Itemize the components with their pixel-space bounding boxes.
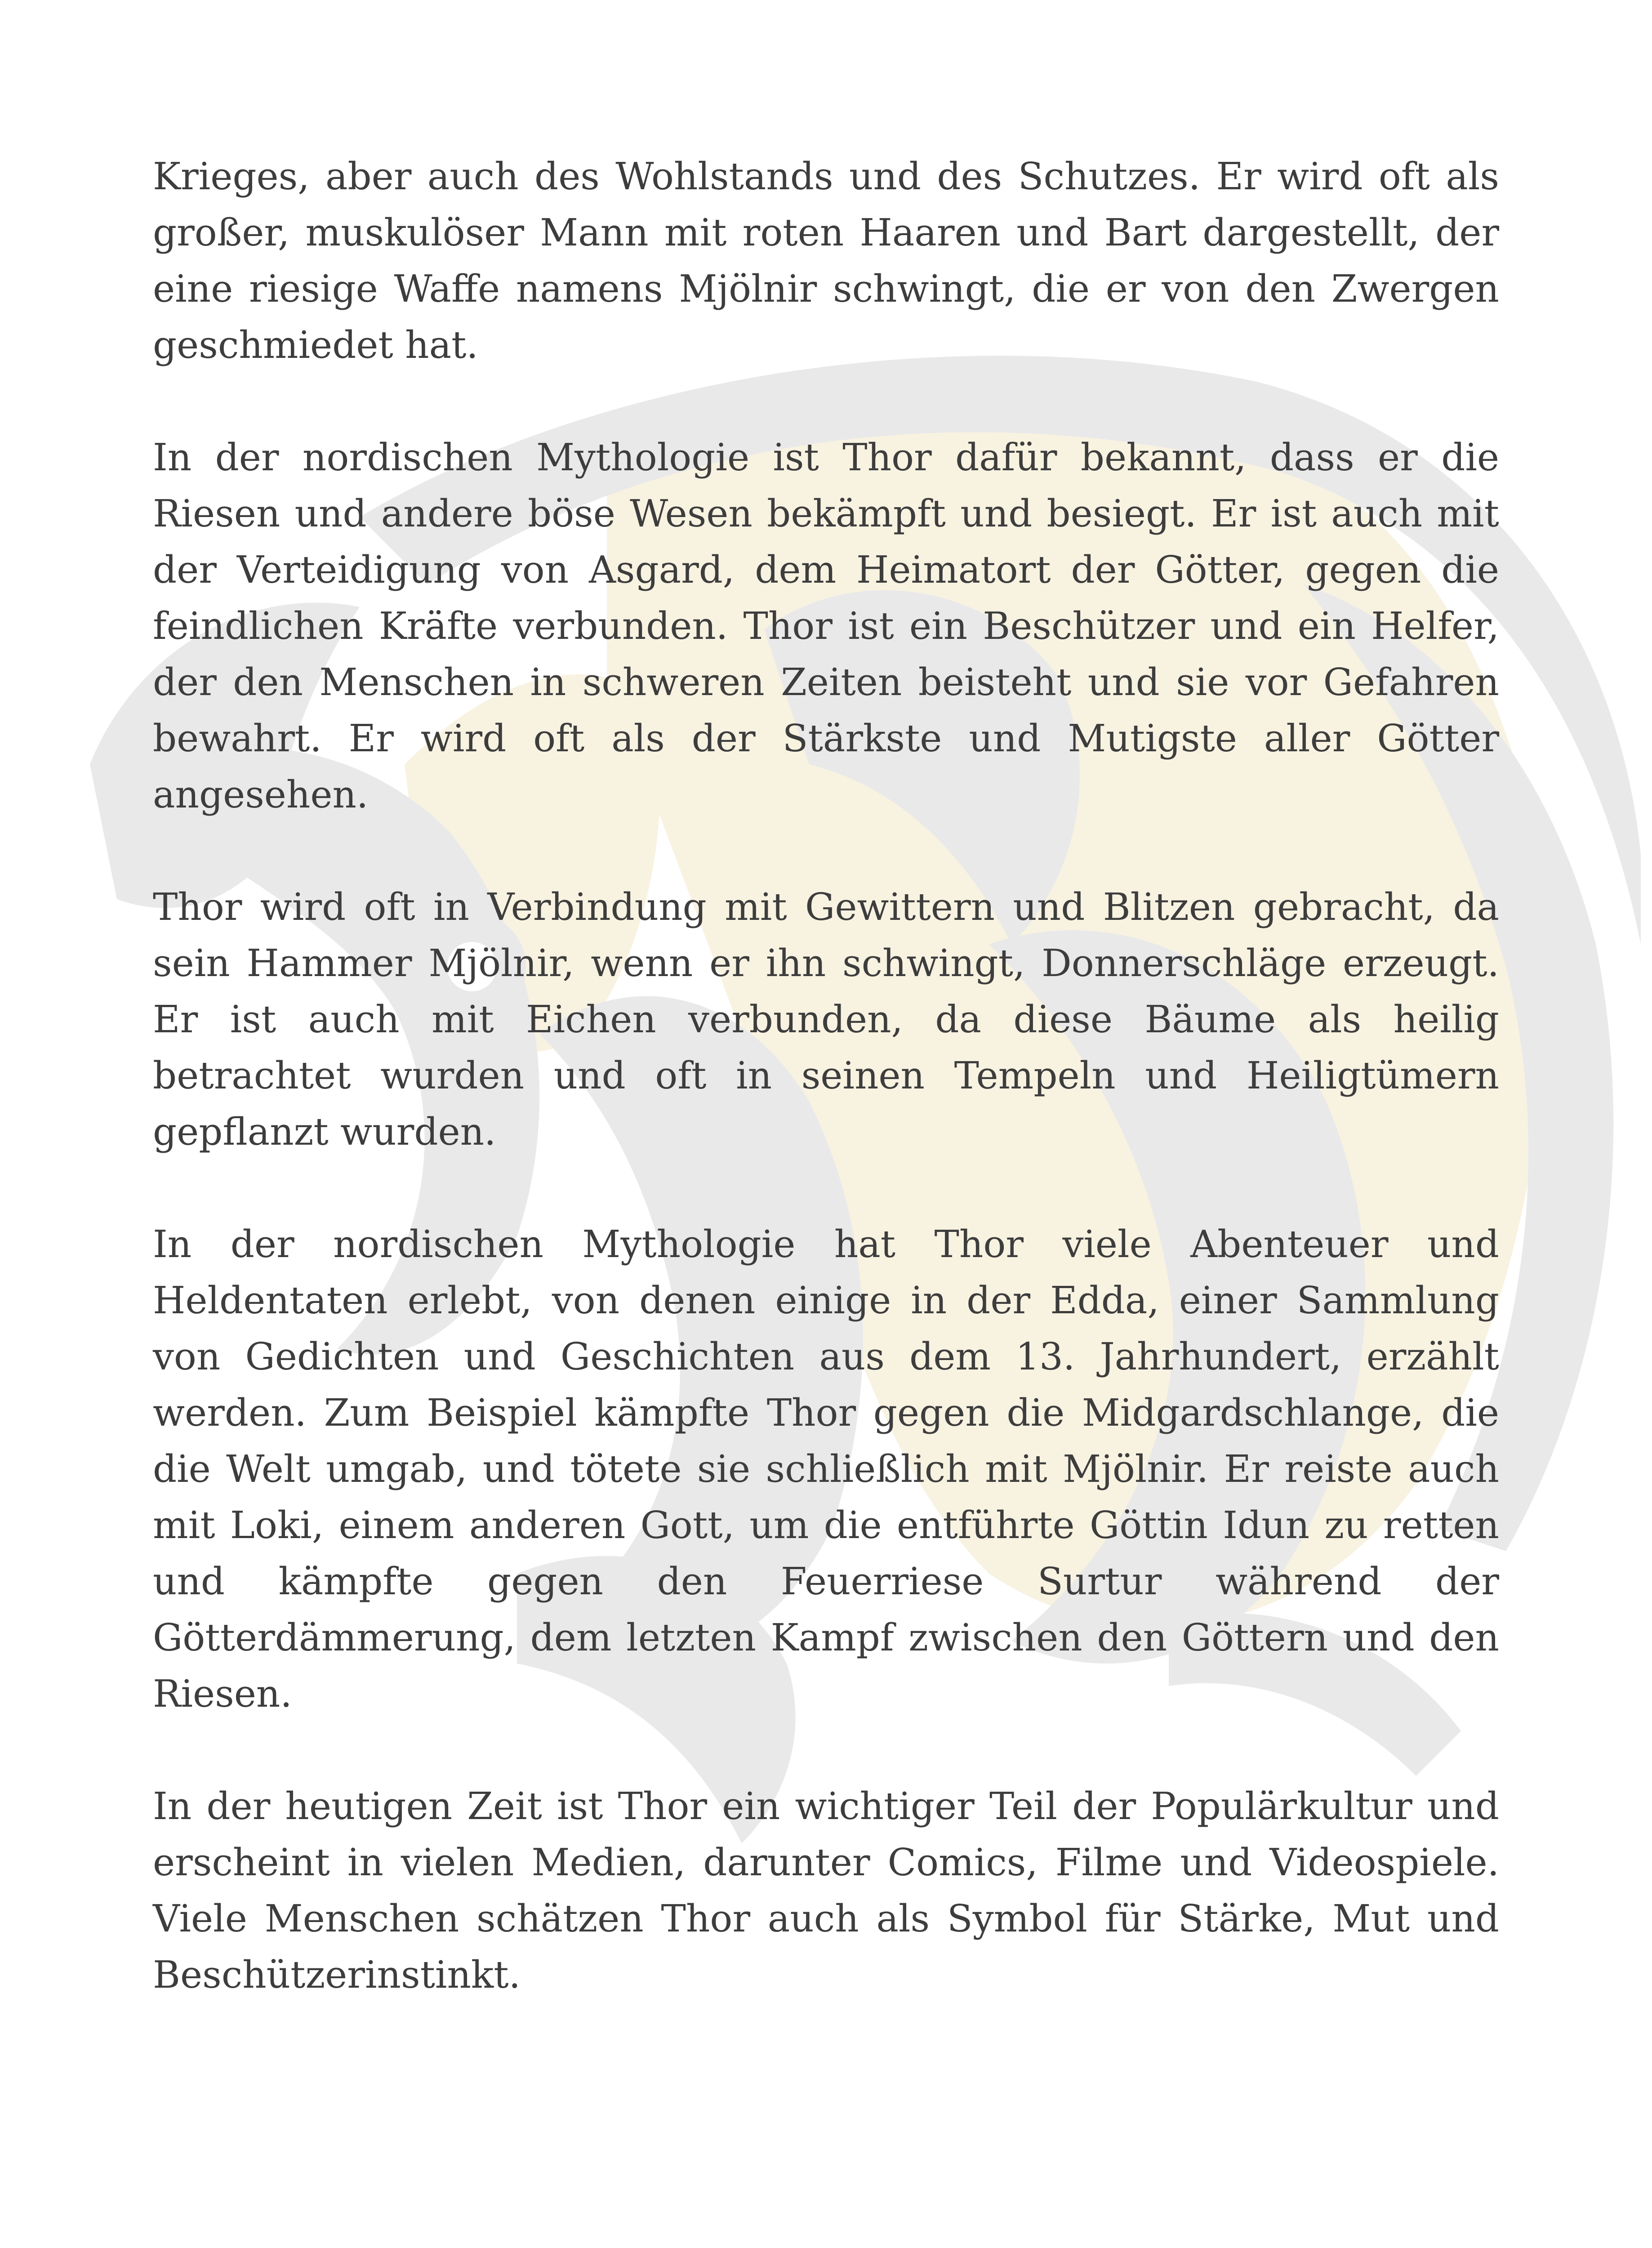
body-text <box>153 148 1499 2059</box>
paragraph: Krieges, aber auch des Wohlstands und des Schutzes. Er wird oft als großer, muskulöser Mann mit roten Haaren und Bart dargestellt, der eine riesige Waffe namens Mjölnir schwingt, die er von den Zwergen geschmiedet hat. <box>153 155 1499 367</box>
paragraph: In der heutigen Zeit ist Thor ein wichtiger Teil der Populärkultur und erscheint in vielen Medien, darunter Comics, Filme und Videospiele. Viele Menschen schätzen Thor auch als Symbol für Stärke, Mut und Beschützerinstinkt. <box>153 1784 1499 1997</box>
paragraph: In der nordischen Mythologie ist Thor dafür bekannt, dass er die Riesen und andere böse Wesen bekämpft und besiegt. Er ist auch mit der Verteidigung von Asgard, dem Heimatort der Götter, gegen die feindlichen Kräfte verbunden. Thor ist ein Beschützer und ein Helfer, der den Menschen in schweren Zeiten beisteht und sie vor Gefahren bewahrt. Er wird oft als der Stärkste und Mutigste aller Götter angesehen. <box>153 436 1499 816</box>
paragraph: Thor wird oft in Verbindung mit Gewittern und Blitzen gebracht, da sein Hammer Mjölnir, wenn er ihn schwingt, Donnerschläge erzeugt. Er ist auch mit Eichen verbunden, da diese Bäume als heilig betrachtet wurden und oft in seinen Tempeln und Heiligtümern gepflanzt wurden. <box>153 885 1499 1154</box>
paragraph: In der nordischen Mythologie hat Thor viele Abenteuer und Heldentaten erlebt, von denen einige in der Edda, einer Sammlung von Gedichten und Geschichten aus dem 13. Jahrhundert, erzählt werden. Zum Beispiel kämpfte Thor gegen die Midgardschlange, die die Welt umgab, und tötete sie schließlich mit Mjölnir. Er reiste auch mit Loki, einem anderen Gott, um die entführte Göttin Idun zu retten und kämpfte gegen den Feuerriese Surtur während der Götterdämmerung, dem letzten Kampf zwischen den Göttern und den Riesen. <box>153 1222 1499 1716</box>
